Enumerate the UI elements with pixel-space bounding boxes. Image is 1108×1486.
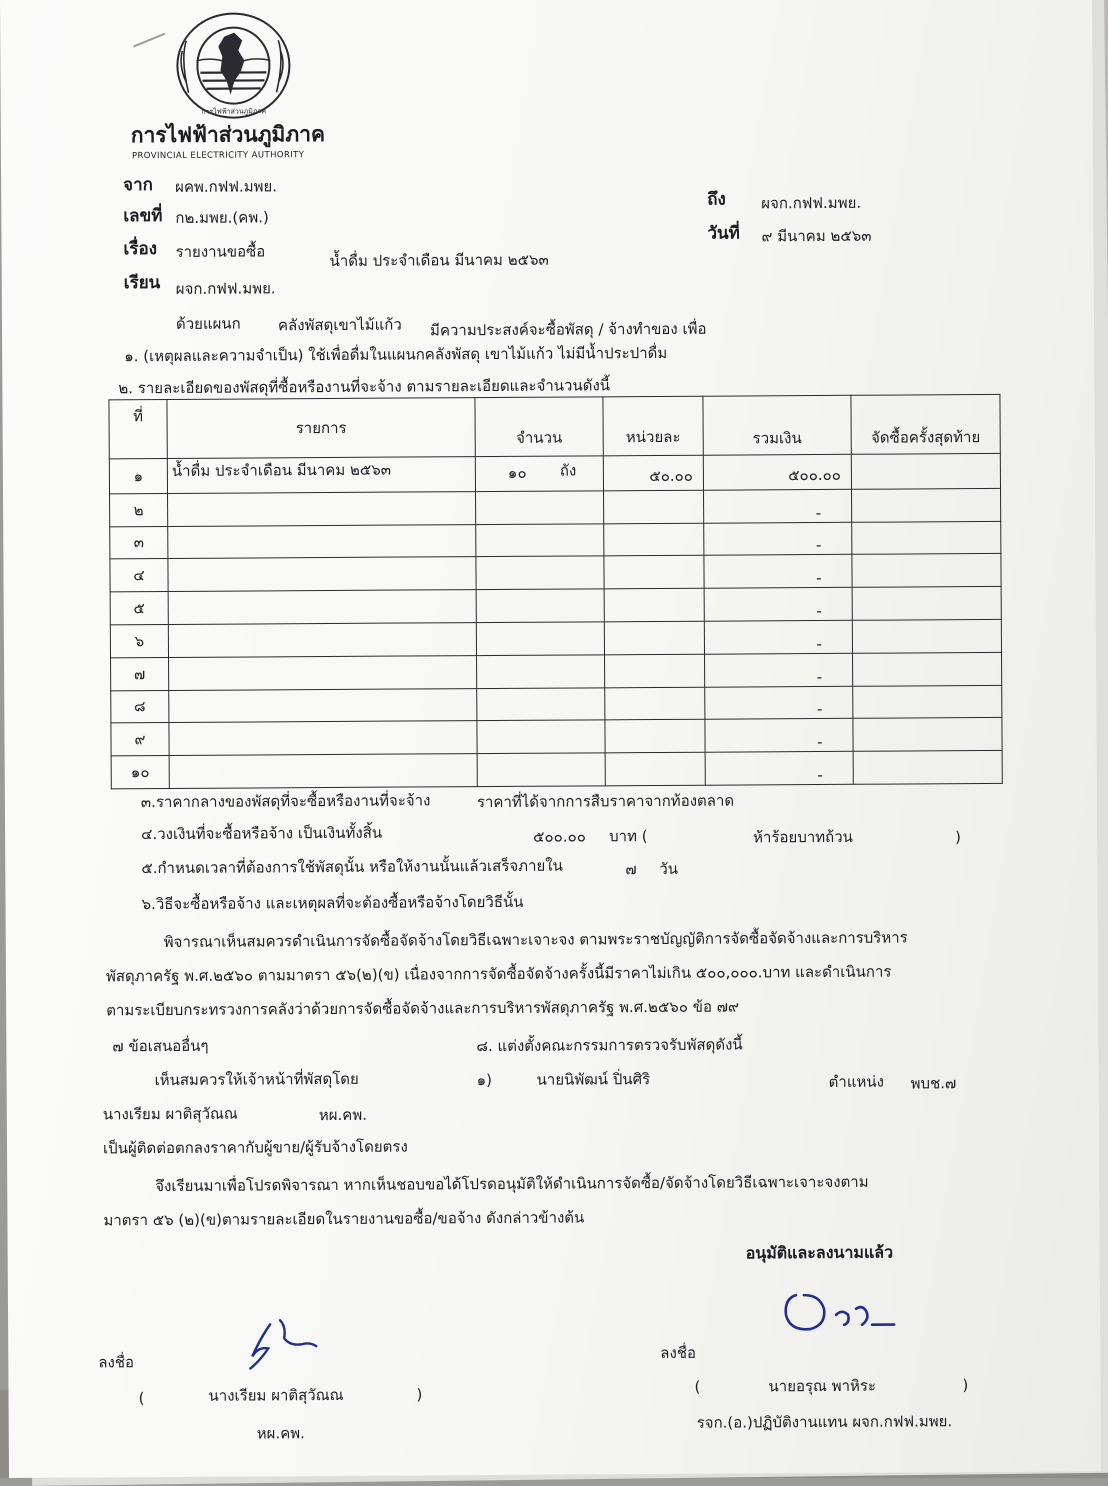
right-close-paren: ): [962, 1376, 969, 1395]
row-total: -: [704, 489, 852, 523]
item7-role: เป็นผู้ติดต่อตกลงราคากับผู้ขาย/ผู้รับจ้างโดยตรง: [102, 1137, 408, 1158]
table-row: [110, 587, 1001, 625]
col-unit-price: หน่วยละ: [603, 396, 703, 456]
col-total: รวมเงิน: [703, 395, 851, 455]
item4-close: ): [955, 828, 962, 847]
table-row: [110, 488, 1001, 526]
row-qty: [476, 622, 604, 656]
item7-text: เห็นสมควรให้เจ้าหน้าที่พัสดุโดย: [154, 1069, 359, 1090]
row-no: ๓: [110, 526, 168, 559]
row-item: [168, 557, 476, 592]
row-no: ๑๐: [111, 756, 169, 789]
right-sign-label: ลงชื่อ: [660, 1343, 697, 1362]
table-row: [111, 718, 1002, 756]
item5-label: ๕.กำหนดเวลาที่ต้องการใช้พัสดุนั้น หรือให้งานนั้นแล้วเสร็จภายใน: [141, 856, 563, 878]
item8-no: ๑): [476, 1071, 493, 1090]
item2-details: ๒. รายละเอียดของพัสดุที่ซื้อหรืองานที่จะจ้าง ตามรายละเอียดและจำนวนดังนี้: [118, 376, 611, 398]
org-name-en: PROVINCIAL ELECTRICITY AUTHORITY: [131, 150, 305, 162]
item5-days: ๗: [625, 860, 637, 879]
left-signer-position: หผ.คพ.: [256, 1424, 305, 1443]
left-sign-label: ลงชื่อ: [98, 1353, 135, 1372]
row-no: ๑: [109, 458, 167, 493]
row-unit-price: [604, 490, 704, 523]
row-total: -: [704, 555, 852, 589]
left-close-paren: ): [416, 1385, 423, 1404]
row-last: [853, 751, 1002, 785]
item7-label: ๗ ข้อเสนออื่นๆ: [112, 1036, 209, 1056]
date-value: ๙ มีนาคม ๒๕๖๓: [761, 226, 872, 246]
item6-para-1: พิจารณาเห็นสมควรดำเนินการจัดซื้อจัดจ้างโดยวิธีเฉพาะเจาะจง ตามพระราชบัญญัติการจัดซื้อจัดจ้างและการบริหาร: [163, 928, 908, 952]
item7-name: นางเรียม ผาติสุวัณณ: [102, 1104, 238, 1124]
row-no: ๗: [111, 657, 169, 690]
row-total: -: [705, 719, 853, 753]
from-value: ผคพ.กฟฟ.มพย.: [175, 177, 278, 196]
row-last: [853, 718, 1002, 752]
item6-para-3: ตามระเบียบกระทรวงการคลังว่าด้วยการจัดซื้อจัดจ้างและการบริหารพัสดุภาครัฐ พ.ศ.๒๕๖๐ ข้อ ๗๙: [106, 997, 740, 1020]
closing-para-2: มาตรา ๕๖ (๒)(ข)ตามรายละเอียดในรายงานขอซื้อ/ขอจ้าง ดังกล่าวข้างต้น: [103, 1208, 585, 1230]
row-unit-price: [604, 556, 704, 589]
subject-label: เรื่อง: [123, 239, 158, 260]
row-qty-number: ๑๐: [507, 463, 527, 482]
items-table: [108, 394, 1002, 789]
row-no: ๕: [110, 592, 168, 625]
col-qty: จำนวน: [475, 397, 603, 457]
row-qty: [476, 491, 604, 525]
date-label: วันที่: [707, 223, 740, 244]
staple: [133, 33, 165, 48]
row-qty: [476, 589, 604, 623]
intro-purpose: มีความประสงค์จะซื้อพัสดุ / จ้างทำของ เพื่อ: [429, 319, 707, 340]
row-qty: [477, 753, 605, 787]
row-total: -: [705, 686, 853, 720]
item4-amount: ๕๐๐.๐๐: [533, 827, 586, 846]
row-last: [853, 652, 1002, 686]
table-row: [110, 521, 1001, 559]
row-last: [852, 488, 1001, 522]
subject-detail: น้ำดื่ม ประจำเดือน มีนาคม ๒๕๖๓: [329, 250, 549, 270]
row-no: ๙: [111, 723, 169, 756]
dear-label: เรียน: [123, 273, 161, 294]
closing-para-1: จึงเรียนมาเพื่อโปรดพิจารณา หากเห็นชอบขอได้โปรดอนุมัติให้ดำเนินการจัดซื้อ/จัดจ้างโดยวิธีเฉพาะเจาะจงตาม: [155, 1172, 869, 1196]
left-open-paren: (: [138, 1389, 145, 1408]
table-row: [111, 685, 1002, 723]
row-last: [851, 453, 1000, 489]
col-no: ที่: [109, 399, 167, 458]
right-signer-position: รจก.(อ.)ปฏิบัติงานแทน ผจก.กฟฟ.มพย.: [696, 1412, 953, 1432]
row-qty: [476, 556, 604, 590]
item8-position-label: ตำแหน่ง: [828, 1072, 884, 1091]
row-qty: [477, 720, 605, 754]
row-qty: [477, 655, 605, 689]
item4-words: ห้าร้อยบาทถ้วน: [753, 827, 853, 847]
table-row: [111, 751, 1002, 789]
dear-value: ผจก.กฟฟ.มพย.: [175, 279, 276, 298]
row-no: ๖: [110, 624, 168, 657]
row-unit-price: [605, 752, 705, 785]
item1-reason: ๑. (เหตุผลและความจำเป็น) ใช้เพื่อดื่มในแผนกคลังพัสดุ เขาไม้แก้ว ไม่มีน้ำประปาดื่ม: [124, 343, 668, 366]
left-signer-name: นางเรียม ผาติสุวัณณ: [208, 1385, 344, 1405]
row-last: [852, 521, 1001, 555]
item3-value: ราคาที่ได้จากการสืบราคาจากท้องตลาด: [476, 791, 735, 812]
col-item: รายการ: [167, 398, 475, 459]
item6-label: ๖.วิธีจะซื้อหรือจ้าง และเหตุผลที่จะต้องซื้อหรือจ้างโดยวิธีนั้น: [141, 892, 524, 914]
item4-label: ๔.วงเงินที่จะซื้อหรือจ้าง เป็นเงินทั้งสิ้น: [141, 823, 383, 844]
row-total: -: [705, 653, 853, 687]
row-last: [852, 619, 1001, 653]
from-label: จาก: [123, 175, 154, 196]
intro-dept: คลังพัสดุเขาไม้แก้ว: [277, 315, 402, 335]
row-unit-price: [605, 654, 705, 687]
row-no: ๘: [111, 690, 169, 723]
row-item: [168, 524, 476, 559]
item4-unit: บาท (: [609, 827, 648, 846]
row-total: -: [704, 522, 852, 556]
table-row: [111, 652, 1002, 690]
row-unit-price: [605, 687, 705, 720]
item8-position: พบช.๗: [910, 1074, 957, 1093]
item8-label: ๘. แต่งตั้งคณะกรรมการตรวจรับพัสดุดังนี้: [476, 1035, 743, 1056]
row-item: [169, 655, 477, 690]
table-row: [110, 619, 1001, 657]
row-no: ๔: [110, 559, 168, 592]
row-item: [168, 623, 476, 658]
row-item: [169, 688, 477, 723]
right-signer-name: นายอรุณ พาหิระ: [768, 1376, 877, 1396]
item5-unit: วัน: [659, 859, 679, 878]
table-row: [109, 453, 1000, 493]
row-qty: [477, 687, 605, 721]
row-item: น้ำดื่ม ประจำเดือน มีนาคม ๒๕๖๓: [167, 457, 475, 494]
item8-name: นายนิพัฒน์ ปิ่นศิริ: [536, 1070, 651, 1089]
row-last: [852, 587, 1001, 621]
approved-text: อนุมัติและลงนามแล้ว: [745, 1242, 894, 1263]
row-no: ๒: [110, 493, 168, 526]
item3-label: ๓.ราคากลางของพัสดุที่จะซื้อหรืองานที่จะจ้าง: [140, 791, 431, 812]
row-item: [168, 590, 476, 625]
item7-position: หผ.คพ.: [318, 1105, 368, 1125]
row-qty: [475, 456, 603, 492]
row-last: [853, 685, 1002, 719]
row-total: ๕๐๐.๐๐: [703, 454, 851, 490]
to-label: ถึง: [707, 189, 726, 210]
no-value: ก๒.มพย.(คพ.): [175, 208, 269, 227]
row-total: -: [704, 620, 852, 654]
item6-para-2: พัสดุภาครัฐ พ.ศ.๒๕๖๐ ตามมาตรา ๕๖(๒)(ข) เนื่องจากการจัดซื้อจัดจ้างครั้งนี้มีราคาไม่เกิน ๕๐๐,๐๐๐.บาท และดำเนินการ: [105, 962, 892, 986]
right-signature: [776, 1284, 906, 1355]
subject-value: รายงานขอซื้อ: [175, 242, 266, 261]
left-signature: [240, 1316, 320, 1372]
row-unit-price: ๕๐.๐๐: [603, 455, 703, 490]
row-item: [168, 491, 476, 526]
intro-dept-label: ด้วยแผนก: [175, 314, 241, 333]
row-qty-unit: ถัง: [559, 461, 577, 480]
row-unit-price: [604, 588, 704, 621]
logo-ring-text: การไฟฟ้าส่วนภูมิภาค: [201, 107, 267, 116]
pea-logo: [172, 10, 295, 121]
row-unit-price: [604, 523, 704, 556]
col-last-purchase: จัดซื้อครั้งสุดท้าย: [851, 394, 1000, 454]
row-unit-price: [605, 720, 705, 753]
row-total: -: [705, 751, 853, 785]
to-value: ผจก.กฟฟ.มพย.: [761, 193, 862, 213]
row-item: [169, 721, 477, 756]
table-header-row: [109, 394, 1000, 458]
table-row: [110, 554, 1001, 592]
row-last: [852, 554, 1001, 588]
row-unit-price: [604, 621, 704, 654]
row-qty: [476, 523, 604, 557]
row-total: -: [704, 587, 852, 621]
row-item: [169, 754, 477, 789]
right-open-paren: (: [694, 1377, 701, 1396]
no-label: เลขที่: [123, 206, 163, 227]
org-name-th: การไฟฟ้าส่วนภูมิภาค: [130, 122, 326, 148]
